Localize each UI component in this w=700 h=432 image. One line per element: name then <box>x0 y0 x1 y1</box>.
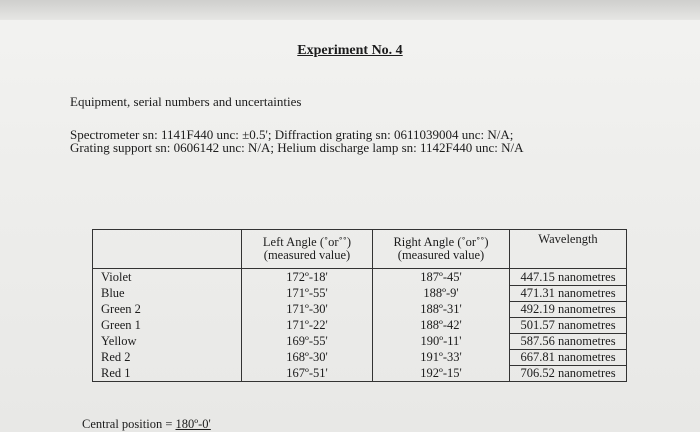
left-angle-value: 169º-55' <box>286 334 328 348</box>
header-left-line2: (measured value) <box>263 248 351 262</box>
photo-top-edge <box>0 0 700 20</box>
right-angle-value: 192º-15' <box>420 366 462 380</box>
left-angle-value: 171º-22' <box>286 318 328 332</box>
wavelength-value: 667.81 nanometres <box>510 350 626 366</box>
measurement-table <box>92 229 627 382</box>
right-angle-value: 187º-45' <box>420 270 462 284</box>
central-position-value: 180º-0' <box>175 417 211 431</box>
equipment-line-2: Grating support sn: 0606142 unc: N/A; Helium discharge lamp sn: 1142F440 unc: N/A <box>70 140 524 155</box>
central-position <box>82 417 211 432</box>
wavelength-value: 587.56 nanometres <box>510 334 626 350</box>
right-angle-value: 188º-31' <box>420 302 462 316</box>
row-color: Yellow <box>101 334 137 348</box>
header-color-cell <box>93 230 242 269</box>
left-angle-value: 167º-51' <box>286 366 328 380</box>
row-color: Green 2 <box>101 302 141 316</box>
wavelength-value: 471.31 nanometres <box>510 286 626 302</box>
equipment-heading: Equipment, serial numbers and uncertainties <box>70 94 302 109</box>
right-angle-value: 190º-11' <box>420 334 462 348</box>
wavelength-value: 492.19 nanometres <box>510 302 626 318</box>
row-color: Blue <box>101 286 125 300</box>
row-color: Red 1 <box>101 366 131 380</box>
row-color: Green 1 <box>101 318 141 332</box>
wavelength-value: 501.57 nanometres <box>510 318 626 334</box>
left-angle-value: 172º-18' <box>286 270 328 284</box>
right-angle-value: 188º-9' <box>423 286 459 300</box>
header-wavelength: Wavelength <box>510 230 627 269</box>
left-angle-value: 168º-30' <box>286 350 328 364</box>
central-position-label: Central position = <box>82 417 173 431</box>
equipment-line-1: Spectrometer sn: 1141F440 unc: ±0.5'; Diffraction grating sn: 0611039004 unc: N/A; <box>70 127 514 142</box>
right-angle-value: 191º-33' <box>420 350 462 364</box>
header-left-angle <box>242 230 373 269</box>
row-color: Red 2 <box>101 350 131 364</box>
header-left-line1: Left Angle (˚or˚˚) <box>262 235 352 249</box>
header-right-line2: (measured value) <box>397 248 485 262</box>
left-angle-value: 171º-30' <box>286 302 328 316</box>
row-color: Violet <box>101 270 132 284</box>
left-angle-column <box>242 269 373 382</box>
wavelength-value: 447.15 nanometres <box>510 270 626 286</box>
color-column <box>93 269 242 382</box>
right-angle-column <box>373 269 510 382</box>
header-right-angle <box>373 230 510 269</box>
wavelength-value: 706.52 nanometres <box>520 366 616 380</box>
page-title: Experiment No. 4 <box>297 43 403 58</box>
wavelength-column <box>510 269 627 382</box>
left-angle-value: 171º-55' <box>286 286 328 300</box>
header-right-line1: Right Angle (˚or˚˚) <box>393 235 489 249</box>
right-angle-value: 188º-42' <box>420 318 462 332</box>
